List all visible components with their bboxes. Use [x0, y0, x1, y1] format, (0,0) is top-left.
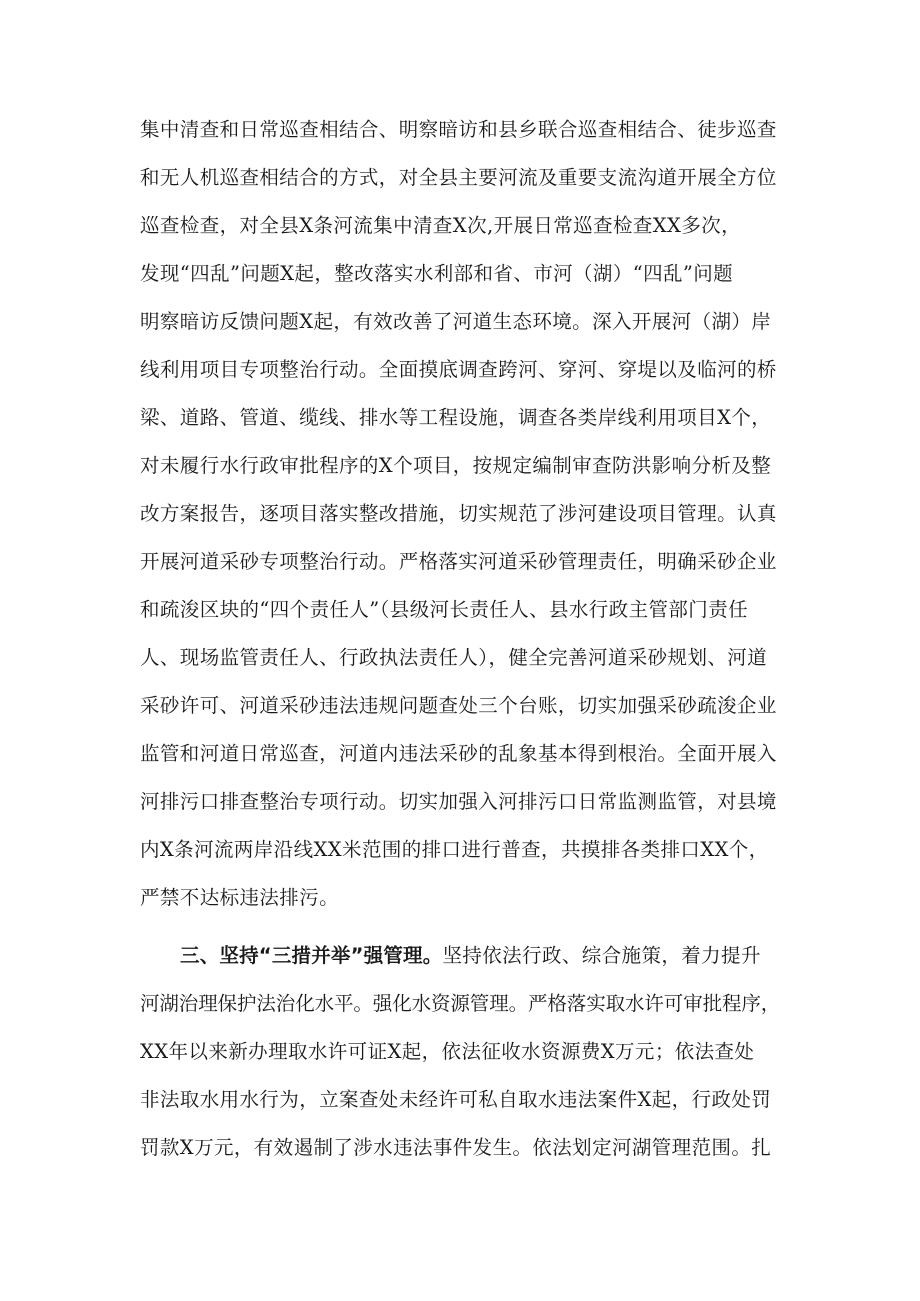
paragraph-line: 罚款X万元，有效遏制了涉水违法事件发生。依法划定河湖管理范围。扎 — [140, 1136, 772, 1159]
paragraph-text: 坚持依法行政、综合施策，着力提升 — [442, 944, 761, 967]
paragraph-line: 非法取水用水行为，立案查处未经许可私自取水违法案件X起，行政处罚 — [140, 1088, 772, 1111]
paragraph-line: 明察暗访反馈问题X起，有效改善了河道生态环境。深入开展河（湖）岸 — [140, 310, 772, 333]
paragraph-line: 发现“四乱”问题X起，整改落实水利部和省、市河（湖）“四乱”问题 — [140, 262, 734, 285]
paragraph-line: 巡查检查，对全县X条河流集中清查X次,开展日常巡查检查XX多次， — [140, 214, 742, 237]
paragraph-line: 河排污口排查整治专项行动。切实加强入河排污口日常监测监管，对县境 — [140, 790, 777, 813]
paragraph-line: 监管和河道日常巡查，河道内违法采砂的乱象基本得到根治。全面开展入 — [140, 742, 777, 765]
paragraph-line: 和无人机巡查相结合的方式，对全县主要河流及重要支流沟道开展全方位 — [140, 166, 777, 189]
paragraph-line: 线利用项目专项整治行动。全面摸底调查跨河、穿河、穿堤以及临河的桥 — [140, 358, 777, 381]
section-heading: 三、坚持“三措并举”强管理。 — [180, 944, 443, 967]
paragraph-line: 采砂许可、河道采砂违法违规问题查处三个台账，切实加强采砂疏浚企业 — [140, 694, 777, 717]
paragraph-line: 梁、道路、管道、缆线、排水等工程设施，调查各类岸线利用项目X个， — [140, 406, 772, 429]
paragraph-line: 和疏浚区块的“四个责任人”（县级河长责任人、县水行政主管部门责任 — [140, 598, 748, 621]
paragraph-line: 改方案报告，逐项目落实整改措施，切实规范了涉河建设项目管理。认真 — [140, 502, 777, 525]
paragraph-line: 人、现场监管责任人、行政执法责任人），健全完善河道采砂规划、河道 — [140, 646, 768, 669]
paragraph-line: 开展河道采砂专项整治行动。严格落实河道采砂管理责任，明确采砂企业 — [140, 550, 777, 573]
paragraph-line: 对未履行水行政审批程序的X个项目，按规定编制审查防洪影响分析及整 — [140, 454, 772, 477]
paragraph-line: 集中清查和日常巡查相结合、明察暗访和县乡联合巡查相结合、徒步巡查 — [140, 118, 777, 141]
paragraph-line: 河湖治理保护法治化水平。强化水资源管理。严格落实取水许可审批程序， — [140, 992, 781, 1015]
paragraph-first-line — [180, 944, 761, 968]
paragraph-line: XX年以来新办理取水许可证X起，依法征收水资源费X万元；依法查处 — [140, 1040, 755, 1063]
paragraph-line: 内X条河流两岸沿线XX米范围的排口进行普查，共摸排各类排口XX个， — [140, 838, 769, 861]
paragraph-line: 严禁不达标违法排污。 — [140, 886, 340, 909]
